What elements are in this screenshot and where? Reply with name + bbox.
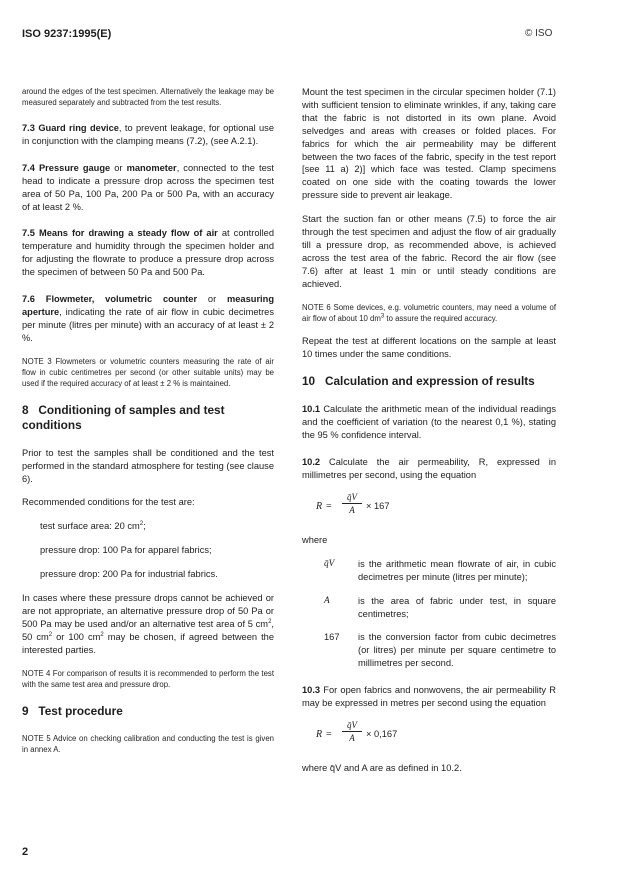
section-title: manometer <box>126 162 177 173</box>
note-6: NOTE 6 Some devices, e.g. volumetric counters, may need a volume of air flow of about 10 $dm^3$ to assure the required accuracy. <box>302 302 556 323</box>
where-flowrate: q̄V is the arithmetic mean flowrate of air, in cubic decimetres per minute (litres per minute); <box>324 558 556 582</box>
section-7-5 <box>22 227 274 279</box>
section-text: or <box>197 294 227 305</box>
section-text: at controlled temperature and humidity through the specimen holder and for adjusting the flowrate to produce a pressure drop across the specimen of between 50 Pa and 500 Pa. <box>22 228 274 278</box>
section-text: , connected to the test head to indicate a pressure drop across the specimen test area of 50 Pa, 100 Pa, 200 Pa or 500 Pa, with an accuracy of at least 2 %. <box>22 162 274 212</box>
section-number: 7.5 <box>22 228 35 239</box>
section-number: 10.1 <box>302 404 321 415</box>
section-title: Means for drawing a steady flow of air <box>39 228 218 239</box>
heading-title: Conditioning of samples and test conditions <box>22 402 225 432</box>
condition-industrial: pressure drop: 200 Pa for industrial fabrics. <box>40 569 218 580</box>
section-title: Flowmeter, volumetric counter <box>45 294 198 305</box>
equation-1: R = $\frac{q̄V}{A}$ × 167 <box>316 491 390 515</box>
note-3: NOTE 3 Flowmeters or volumetric counters measuring the rate of air flow in cubic centimetres per second (or other suitable units) may be used if the required accuracy of at least ± 2 % is maintained. <box>22 356 274 388</box>
section-7-4 <box>22 162 274 214</box>
section-7-6 <box>22 293 274 345</box>
section-10-2 <box>302 456 556 482</box>
paragraph-mount: Mount the test specimen in the circular specimen holder (7.1) with sufficient tension to eliminate wrinkles, if any, taking care that the fabric is not distorted in its own plane. Avoid selvedges and areas with creases or folded places. For fabrics for which the air permeability may be different between the two faces of the fabric, specify in the test report [see 11 a) 2)] which face was tested. Clamp specimens coated on one side with the coating towards the lower pressure side to prevent air leakage. <box>302 87 556 201</box>
section-10-1 <box>302 403 556 442</box>
section-text: or <box>110 162 127 173</box>
copyright-mark: © ISO <box>525 28 553 39</box>
heading-9 <box>22 704 274 719</box>
heading-number: 9 <box>22 703 29 718</box>
paragraph-8-1: Prior to test the samples shall be conditioned and the test performed in the standard atmosphere for testing (see clause 6). <box>22 447 274 484</box>
heading-title: Test procedure <box>38 703 123 718</box>
section-number: 10.2 <box>302 457 321 468</box>
section-number: 7.6 <box>22 294 35 305</box>
condition-apparel: pressure drop: 100 Pa for apparel fabrics; <box>40 545 212 556</box>
section-title: measuring aperture <box>22 294 274 317</box>
paragraph-8-3: In cases where these pressure drops cannot be achieved or are not appropriate, an alternative pressure drop of 50 Pa or 500 Pa may be used and/or an alternative test area of 5 $cm^2$, 50 $cm^2$ or 100 $cm^2$ may be chosen, if agreed between the interested parties. <box>22 593 275 655</box>
heading-8 <box>22 403 274 433</box>
paragraph-where-defined: where q̄V and A are as defined in 10.2. <box>302 763 462 773</box>
heading-title: Calculation and expression of results <box>324 374 535 389</box>
section-text: , indicating the rate of air flow in cubic decimetres per minute (litres per minute) with an accuracy of at least ± 2 %. <box>22 306 274 343</box>
paragraph-repeat: Repeat the test at different locations on the sample at least 10 times under the same conditions. <box>302 335 556 359</box>
note-4: NOTE 4 For comparison of results it is recommended to perform the test with the same test area and pressure drop. <box>22 668 274 689</box>
section-text: , to prevent leakage, for optional use in conjunction with the clamping means (7.2), (see A.2.1). <box>22 123 274 146</box>
condition-area: test surface area: 20 $cm^2$; <box>40 521 146 532</box>
heading-number: 8 <box>22 402 29 417</box>
heading-10 <box>302 374 556 389</box>
section-text: For open fabrics and nonwovens, the air permeability R may be expressed in metres per second using the equation <box>302 685 556 709</box>
section-number: 7.3 <box>22 123 35 133</box>
note-5: NOTE 5 Advice on checking calibration and conducting the test is given in annex A. <box>22 733 274 754</box>
where-factor: 167 is the conversion factor from cubic decimetres (or litres) per minute per square centimetre to millimetres per second. <box>324 632 556 669</box>
equation-2: R = $\frac{q̄V}{A}$ × 0,167 <box>316 720 398 743</box>
heading-number: 10 <box>302 374 316 389</box>
section-10-3 <box>302 684 556 710</box>
where-label: where <box>302 534 328 545</box>
page-number: 2 <box>22 846 29 858</box>
paragraph-8-2: Recommended conditions for the test are: <box>22 497 195 508</box>
right-column <box>302 86 556 775</box>
section-title: Guard ring device <box>38 123 119 133</box>
section-text: Calculate the air permeability, R, expressed in millimetres per second, using the equation <box>302 457 556 481</box>
section-text: Calculate the arithmetic mean of the individual readings and the coefficient of variation (to the nearest 0,1 %), stating the 95 % confidence interval. <box>302 404 556 441</box>
paragraph-intro: around the edges of the test specimen. Alternatively the leakage may be measured separately and subtracted from the test results. <box>22 87 274 107</box>
section-7-3 <box>22 122 274 148</box>
section-title: Pressure gauge <box>38 162 111 173</box>
where-area: A is the area of fabric under test, in square centimetres; <box>324 595 556 619</box>
paragraph-start: Start the suction fan or other means (7.5) to force the air through the test specimen and adjust the flow of air gradually till a pressure drop, as recommended above, is achieved across the test area of the fabric. Record the air flow (see 7.6) after at least 1 min or until steady conditions are achieved. <box>302 214 556 289</box>
left-column <box>22 86 274 755</box>
section-number: 7.4 <box>22 162 35 173</box>
standard-id: ISO 9237:1995(E) <box>22 28 112 40</box>
section-number: 10.3 <box>302 685 321 696</box>
